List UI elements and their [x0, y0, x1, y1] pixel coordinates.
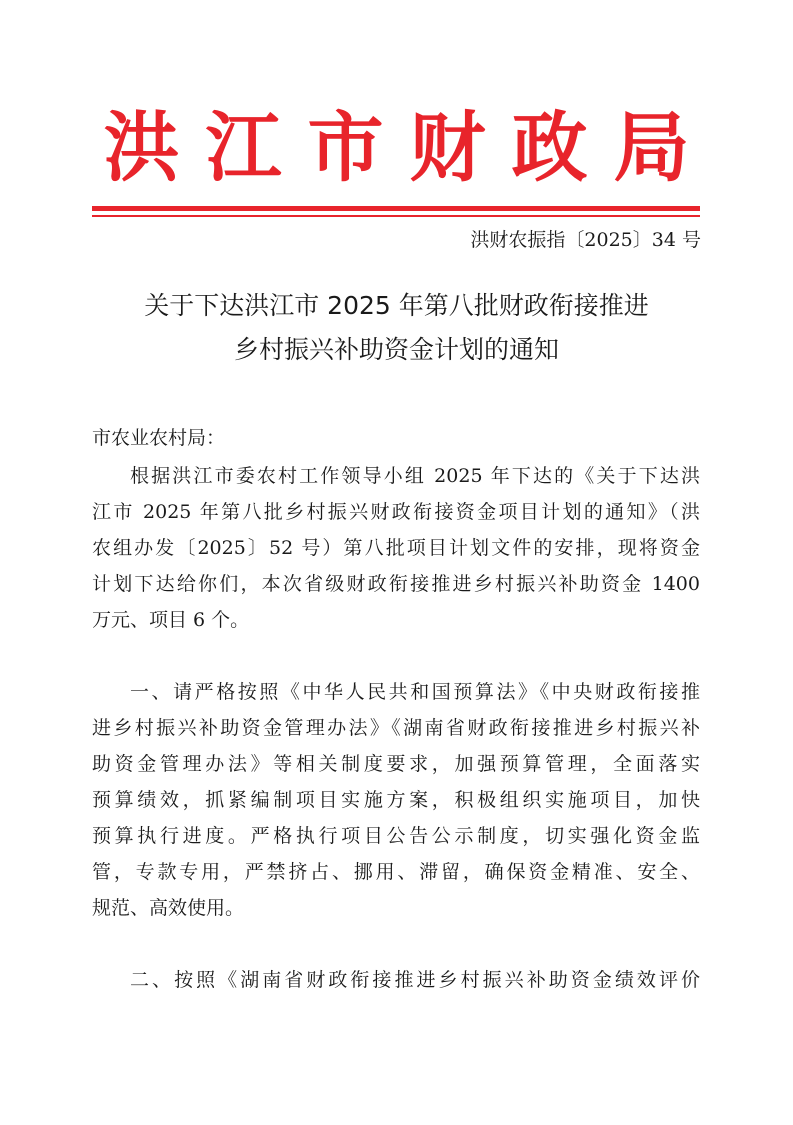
paragraph-line: 预算绩效，抓紧编制项目实施方案，积极组织实施项目，加快 [92, 789, 700, 811]
paragraph-1 [92, 458, 700, 638]
letterhead-rule-thick [92, 206, 700, 211]
recipient: 市农业农村局： [92, 427, 226, 449]
paragraph-line: 农组办发〔2025〕52 号）第八批项目计划文件的安排，现将资金 [92, 537, 700, 559]
paragraph-line: 二、按照《湖南省财政衔接推进乡村振兴补助资金绩效评价 [130, 969, 700, 991]
paragraph-line: 规范、高效使用。 [92, 897, 245, 919]
paragraph-line: 助资金管理办法》等相关制度要求，加强预算管理，全面落实 [92, 753, 700, 775]
paragraph-line: 计划下达给你们，本次省级财政衔接推进乡村振兴补助资金 1400 [92, 573, 700, 595]
document-number: 洪财农振指〔2025〕34 号 [470, 229, 701, 251]
paragraph-line: 管，专款专用，严禁挤占、挪用、滞留，确保资金精准、安全、 [92, 861, 700, 883]
paragraph-line: 预算执行进度。严格执行项目公告公示制度，切实强化资金监 [92, 825, 700, 847]
paragraph-line: 根据洪江市委农村工作领导小组 2025 年下达的《关于下达洪 [130, 465, 700, 487]
paragraph-2 [92, 674, 700, 926]
paragraph-line: 一、请严格按照《中华人民共和国预算法》《中央财政衔接推 [130, 681, 700, 703]
notice-title-line: 乡村振兴补助资金计划的通知 [233, 335, 559, 364]
notice-title-line: 关于下达洪江市 2025 年第八批财政衔接推进 [144, 291, 649, 320]
paragraph-line: 万元、项目 6 个。 [92, 609, 250, 631]
paragraph-line: 进乡村振兴补助资金管理办法》《湖南省财政衔接推进乡村振兴补 [92, 717, 700, 739]
paragraph-line: 江市 2025 年第八批乡村振兴财政衔接资金项目计划的通知》（洪 [92, 501, 700, 523]
issuer-letterhead: 洪江市财政局 [103, 103, 716, 192]
notice-title [0, 284, 793, 372]
paragraph-3 [92, 962, 700, 998]
letterhead-rule-thin [92, 215, 700, 217]
